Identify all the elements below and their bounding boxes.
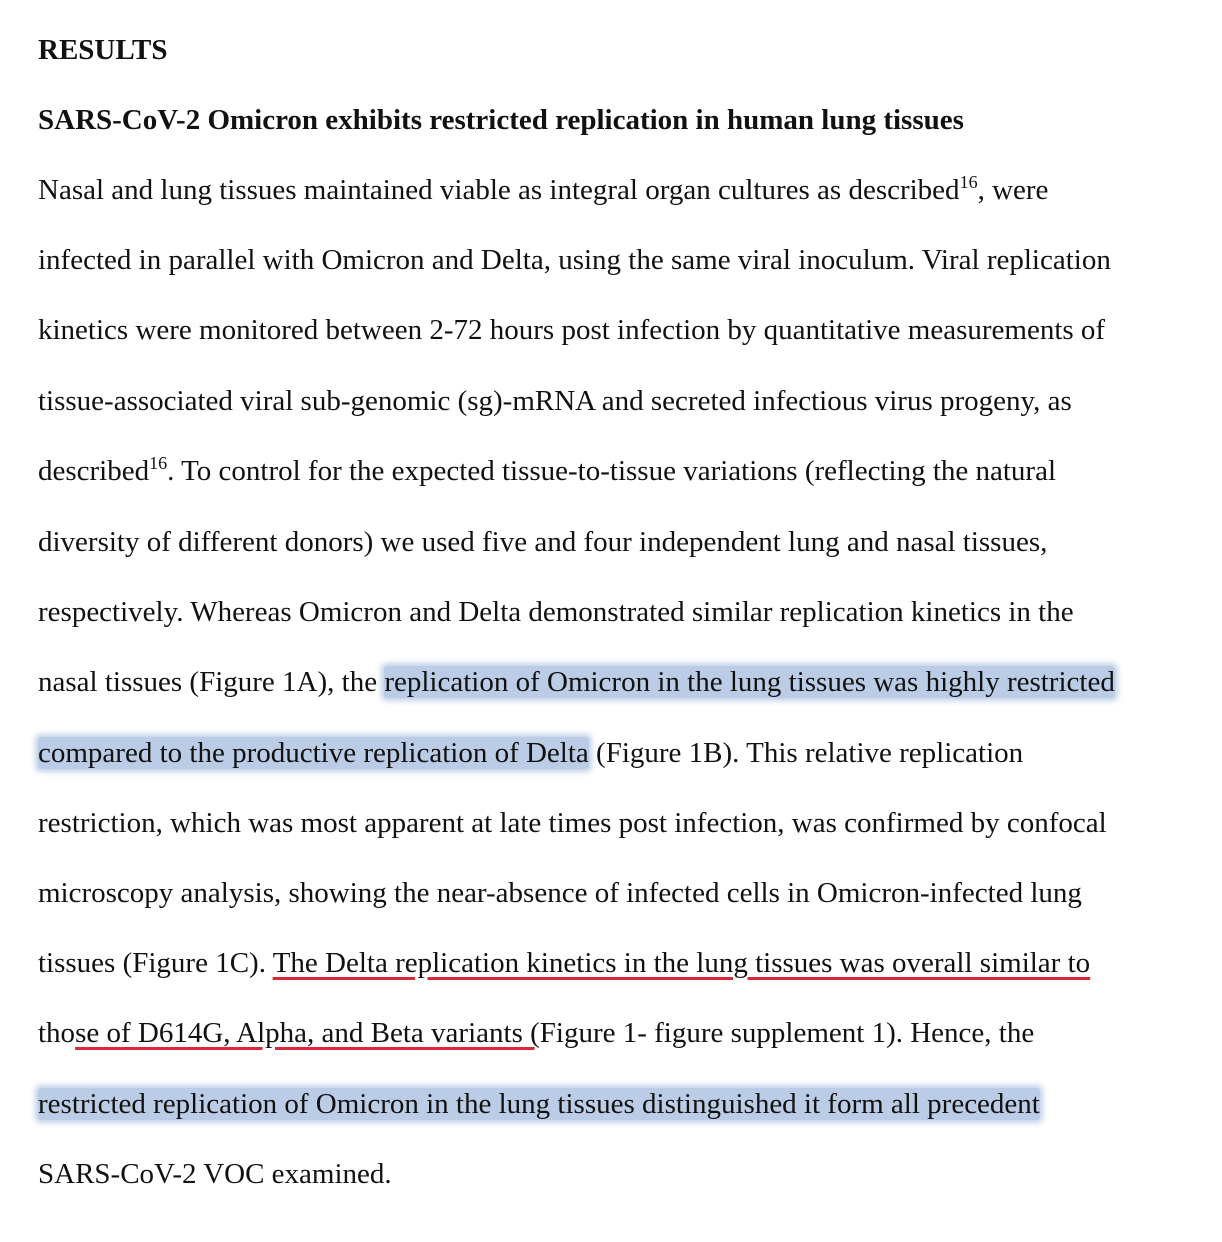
line-text: (Figure 1B). This relative replication <box>588 737 1024 769</box>
paragraph-line: restriction, which was most apparent at late times post infection, was confirmed by confocal <box>38 807 1107 839</box>
paragraph-line: tissue-associated viral sub-genomic (sg)-mRNA and secreted infectious virus progeny, as <box>38 385 1072 417</box>
line-text: tho <box>38 1017 76 1049</box>
paragraph-line: microscopy analysis, showing the near-absence of infected cells in Omicron-infected lung <box>38 877 1082 909</box>
subsection-heading: SARS-CoV-2 Omicron exhibits restricted replication in human lung tissues <box>38 104 964 136</box>
line-text: nasal tissues (Figure 1A), the <box>38 666 385 698</box>
line-text: Figure 1- figure supplement 1). Hence, the <box>539 1017 1035 1049</box>
paragraph-line: diversity of different donors) we used five and four independent lung and nasal tissues, <box>38 526 1048 558</box>
paragraph-line: respectively. Whereas Omicron and Delta demonstrated similar replication kinetics in the <box>38 596 1074 628</box>
citation-superscript: 16 <box>959 172 978 192</box>
paragraph-line <box>38 943 1090 983</box>
paragraph-line <box>38 662 1115 702</box>
underlined-text: The Delta replication kinetics in the lung tissues was overall similar to <box>272 947 1091 979</box>
highlighted-text: restricted replication of Omicron in the lung tissues distinguished it form all precedent <box>38 1088 1040 1120</box>
paragraph-line <box>38 451 1056 491</box>
line-text: . To control for the expected tissue-to-tissue variations (reflecting the natural <box>167 455 1057 487</box>
line-text: Nasal and lung tissues maintained viable as integral organ cultures as described <box>38 174 960 206</box>
paragraph-line <box>38 733 1023 773</box>
line-text: tissues (Figure 1C). <box>38 947 273 979</box>
paragraph-line: SARS-CoV-2 VOC examined. <box>38 1158 392 1190</box>
paragraph-line: infected in parallel with Omicron and Delta, using the same viral inoculum. Viral replication <box>38 244 1111 276</box>
highlighted-text: compared to the productive replication of Delta <box>38 737 589 769</box>
paragraph-line <box>38 1084 1040 1124</box>
paragraph-line <box>38 170 1048 210</box>
line-text: described <box>38 455 150 487</box>
highlighted-text: replication of Omicron in the lung tissues was highly restricted <box>384 666 1115 698</box>
underlined-text: se of D614G, Alpha, and Beta variants ( <box>75 1017 540 1049</box>
paragraph-line <box>38 1013 1034 1053</box>
line-text: , were <box>977 174 1049 206</box>
section-heading: RESULTS <box>38 34 168 66</box>
paragraph-line: kinetics were monitored between 2-72 hours post infection by quantitative measurements of <box>38 314 1106 346</box>
citation-superscript: 16 <box>149 453 168 473</box>
